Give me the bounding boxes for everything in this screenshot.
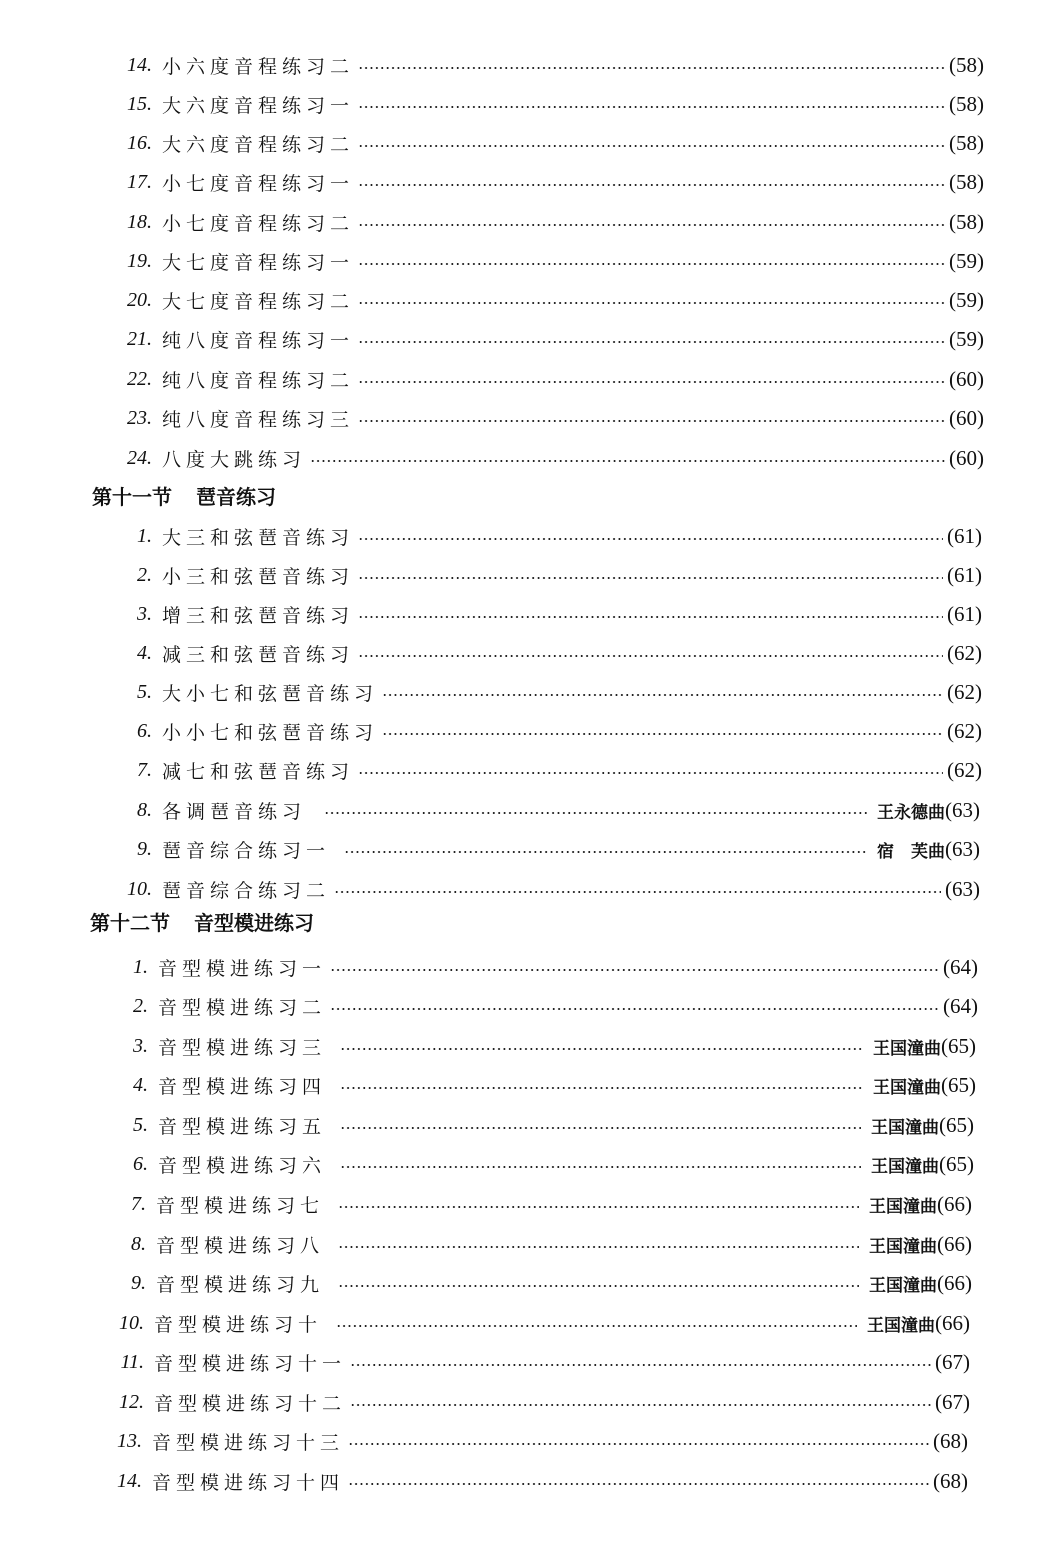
toc-entry[interactable] [112, 403, 984, 433]
entry-page: (60) [949, 366, 984, 391]
entry-number: 8. [137, 798, 152, 821]
dot-leader [382, 733, 943, 735]
entry-number: 8. [131, 1232, 146, 1255]
dot-leader [348, 1483, 929, 1485]
dot-leader [348, 1443, 929, 1445]
entry-composer: 王国潼曲 [869, 1236, 937, 1257]
toc-entry[interactable] [112, 443, 984, 473]
toc-entry[interactable] [112, 285, 984, 315]
entry-title: 纯八度音程练习一 [162, 329, 355, 352]
dot-leader [358, 381, 945, 383]
toc-entry[interactable] [112, 716, 982, 746]
entry-number: 3. [137, 602, 152, 625]
section-title: 琶音练习 [196, 484, 276, 509]
toc-entry[interactable] [108, 1110, 974, 1140]
dot-leader [344, 851, 867, 853]
toc-entry[interactable] [112, 521, 982, 551]
entry-number: 1. [137, 524, 152, 547]
dot-leader [340, 1048, 863, 1050]
entry-title: 音型模进练习十二 [154, 1392, 347, 1415]
dot-leader [358, 341, 945, 343]
dot-leader [382, 694, 943, 696]
dot-leader [334, 891, 941, 893]
entry-page: (63) [945, 836, 980, 861]
dot-leader [358, 67, 945, 69]
dot-leader [340, 1166, 861, 1168]
entry-composer: 王国潼曲 [869, 1196, 937, 1217]
entry-page: (64) [943, 954, 978, 979]
dot-leader [338, 1285, 859, 1287]
toc-entry[interactable] [112, 167, 984, 197]
entry-page: (63) [945, 876, 980, 901]
entry-title: 纯八度音程练习三 [162, 408, 355, 431]
toc-entry[interactable] [106, 1189, 972, 1219]
section-label: 第十一节 [92, 484, 172, 509]
entry-page: (58) [949, 52, 984, 77]
dot-leader [330, 969, 939, 971]
dot-leader [338, 1206, 859, 1208]
entry-title: 大六度音程练习一 [162, 94, 355, 117]
toc-entry[interactable] [112, 89, 984, 119]
toc-entry[interactable] [106, 1268, 972, 1298]
dot-leader [358, 420, 945, 422]
toc-entry[interactable] [112, 755, 982, 785]
entry-page: (61) [947, 562, 982, 587]
toc-entry[interactable] [108, 1070, 976, 1100]
entry-number: 1. [133, 955, 148, 978]
entry-title: 小六度音程练习二 [162, 55, 355, 78]
toc-entry[interactable] [102, 1426, 968, 1456]
entry-page: (67) [935, 1349, 970, 1374]
entry-number: 22. [127, 367, 152, 390]
entry-number: 15. [127, 92, 152, 115]
entry-composer: 王国潼曲 [871, 1156, 939, 1177]
dot-leader [358, 184, 945, 186]
section-heading[interactable] [90, 906, 314, 936]
entry-title: 大小七和弦琶音练习 [162, 682, 379, 705]
toc-entry[interactable] [112, 834, 980, 864]
dot-leader [358, 145, 945, 147]
entry-page: (62) [947, 679, 982, 704]
entry-composer: 王国潼曲 [867, 1315, 935, 1336]
dot-leader [338, 1246, 859, 1248]
toc-entry[interactable] [112, 638, 982, 668]
entry-number: 5. [137, 680, 152, 703]
entry-number: 20. [127, 288, 152, 311]
entry-number: 2. [137, 563, 152, 586]
entry-page: (60) [949, 405, 984, 430]
entry-title: 琶音综合练习二 [162, 879, 331, 902]
toc-entry[interactable] [112, 50, 984, 80]
entry-title: 音型模进练习六 [158, 1154, 327, 1177]
entry-number: 11. [120, 1350, 144, 1373]
entry-page: (58) [949, 91, 984, 116]
entry-page: (68) [933, 1428, 968, 1453]
entry-number: 16. [127, 131, 152, 154]
dot-leader [340, 1087, 863, 1089]
entry-page: (58) [949, 209, 984, 234]
entry-title: 音型模进练习九 [156, 1273, 325, 1296]
entry-title: 大六度音程练习二 [162, 133, 355, 156]
toc-entry[interactable] [112, 874, 980, 904]
toc-entry[interactable] [112, 207, 984, 237]
dot-leader [358, 263, 945, 265]
entry-number: 14. [117, 1469, 142, 1492]
dot-leader [358, 577, 943, 579]
entry-number: 12. [119, 1390, 144, 1413]
entry-title: 琶音综合练习一 [162, 839, 331, 862]
entry-title: 减七和弦琶音练习 [162, 760, 355, 783]
entry-page: (68) [933, 1468, 968, 1493]
toc-entry[interactable] [112, 795, 980, 825]
dot-leader [358, 106, 945, 108]
dot-leader [358, 224, 945, 226]
entry-number: 3. [133, 1034, 148, 1057]
entry-page: (64) [943, 993, 978, 1018]
entry-number: 13. [117, 1429, 142, 1452]
entry-title: 音型模进练习五 [158, 1115, 327, 1138]
toc-entry[interactable] [112, 324, 984, 354]
dot-leader [310, 460, 945, 462]
entry-page: (62) [947, 757, 982, 782]
entry-page: (66) [937, 1191, 972, 1216]
entry-page: (61) [947, 523, 982, 548]
entry-page: (65) [941, 1033, 976, 1058]
section-label: 第十二节 [90, 910, 170, 935]
entry-title: 音型模进练习十四 [152, 1471, 345, 1494]
dot-leader [350, 1404, 931, 1406]
entry-page: (59) [949, 287, 984, 312]
entry-number: 17. [127, 170, 152, 193]
entry-title: 各调琶音练习 [162, 800, 307, 823]
entry-page: (65) [939, 1151, 974, 1176]
entry-number: 5. [133, 1113, 148, 1136]
entry-title: 大七度音程练习一 [162, 251, 355, 274]
dot-leader [324, 812, 867, 814]
entry-number: 6. [133, 1152, 148, 1175]
toc-entry[interactable] [108, 952, 978, 982]
dot-leader [358, 302, 945, 304]
entry-page: (65) [941, 1072, 976, 1097]
entry-number: 21. [127, 327, 152, 350]
entry-page: (66) [937, 1270, 972, 1295]
entry-title: 音型模进练习四 [158, 1075, 327, 1098]
entry-title: 小三和弦琶音练习 [162, 565, 355, 588]
entry-number: 10. [119, 1311, 144, 1334]
entry-page: (66) [935, 1310, 970, 1335]
entry-number: 19. [127, 249, 152, 272]
toc-entry[interactable] [112, 677, 982, 707]
entry-title: 大三和弦琶音练习 [162, 526, 355, 549]
toc-entry[interactable] [108, 1149, 974, 1179]
entry-page: (59) [949, 248, 984, 273]
entry-title: 音型模进练习二 [158, 996, 327, 1019]
entry-page: (58) [949, 169, 984, 194]
entry-title: 音型模进练习十一 [154, 1352, 347, 1375]
dot-leader [350, 1364, 931, 1366]
entry-composer: 王国潼曲 [873, 1038, 941, 1059]
dot-leader [358, 655, 943, 657]
toc-entry[interactable] [104, 1308, 970, 1338]
entry-title: 音型模进练习十三 [152, 1431, 345, 1454]
dot-leader [336, 1325, 857, 1327]
entry-number: 4. [137, 641, 152, 664]
entry-title: 减三和弦琶音练习 [162, 643, 355, 666]
toc-entry[interactable] [112, 364, 984, 394]
entry-number: 23. [127, 406, 152, 429]
dot-leader [358, 772, 943, 774]
dot-leader [358, 538, 943, 540]
entry-composer: 王永德曲 [877, 802, 945, 823]
toc-entry[interactable] [112, 128, 984, 158]
entry-title: 八度大跳练习 [162, 448, 307, 471]
dot-leader [330, 1008, 939, 1010]
dot-leader [340, 1127, 861, 1129]
entry-number: 7. [137, 758, 152, 781]
entry-page: (62) [947, 640, 982, 665]
entry-title: 音型模进练习七 [156, 1194, 325, 1217]
entry-page: (58) [949, 130, 984, 155]
section-heading[interactable] [92, 480, 276, 510]
entry-number: 7. [131, 1192, 146, 1215]
entry-page: (63) [945, 797, 980, 822]
entry-composer: 宿 芙曲 [877, 841, 945, 862]
entry-title: 大七度音程练习二 [162, 290, 355, 313]
entry-title: 音型模进练习三 [158, 1036, 327, 1059]
toc-entry[interactable] [104, 1347, 970, 1377]
entry-number: 10. [127, 877, 152, 900]
entry-number: 14. [127, 53, 152, 76]
entry-page: (62) [947, 718, 982, 743]
entry-number: 9. [137, 837, 152, 860]
entry-number: 9. [131, 1271, 146, 1294]
entry-title: 音型模进练习一 [158, 957, 327, 980]
entry-title: 小七度音程练习二 [162, 212, 355, 235]
entry-page: (65) [939, 1112, 974, 1137]
toc-entry[interactable] [112, 599, 982, 629]
toc-entry[interactable] [104, 1387, 970, 1417]
entry-page: (66) [937, 1231, 972, 1256]
entry-number: 2. [133, 994, 148, 1017]
toc-entry[interactable] [112, 560, 982, 590]
dot-leader [358, 616, 943, 618]
entry-page: (59) [949, 326, 984, 351]
entry-title: 音型模进练习八 [156, 1234, 325, 1257]
entry-composer: 王国潼曲 [873, 1077, 941, 1098]
toc-entry[interactable] [108, 1031, 976, 1061]
toc-entry[interactable] [106, 1229, 972, 1259]
entry-page: (60) [949, 445, 984, 470]
entry-title: 纯八度音程练习二 [162, 369, 355, 392]
entry-composer: 王国潼曲 [871, 1117, 939, 1138]
entry-number: 6. [137, 719, 152, 742]
entry-number: 18. [127, 210, 152, 233]
entry-title: 音型模进练习十 [154, 1313, 323, 1336]
entry-page: (67) [935, 1389, 970, 1414]
entry-composer: 王国潼曲 [869, 1275, 937, 1296]
entry-title: 小七度音程练习一 [162, 172, 355, 195]
entry-number: 24. [127, 446, 152, 469]
entry-number: 4. [133, 1073, 148, 1096]
section-title: 音型模进练习 [194, 910, 314, 935]
entry-title: 增三和弦琶音练习 [162, 604, 355, 627]
toc-entry[interactable] [108, 991, 978, 1021]
entry-page: (61) [947, 601, 982, 626]
entry-title: 小小七和弦琶音练习 [162, 721, 379, 744]
toc-entry[interactable] [112, 246, 984, 276]
toc-entry[interactable] [102, 1466, 968, 1496]
